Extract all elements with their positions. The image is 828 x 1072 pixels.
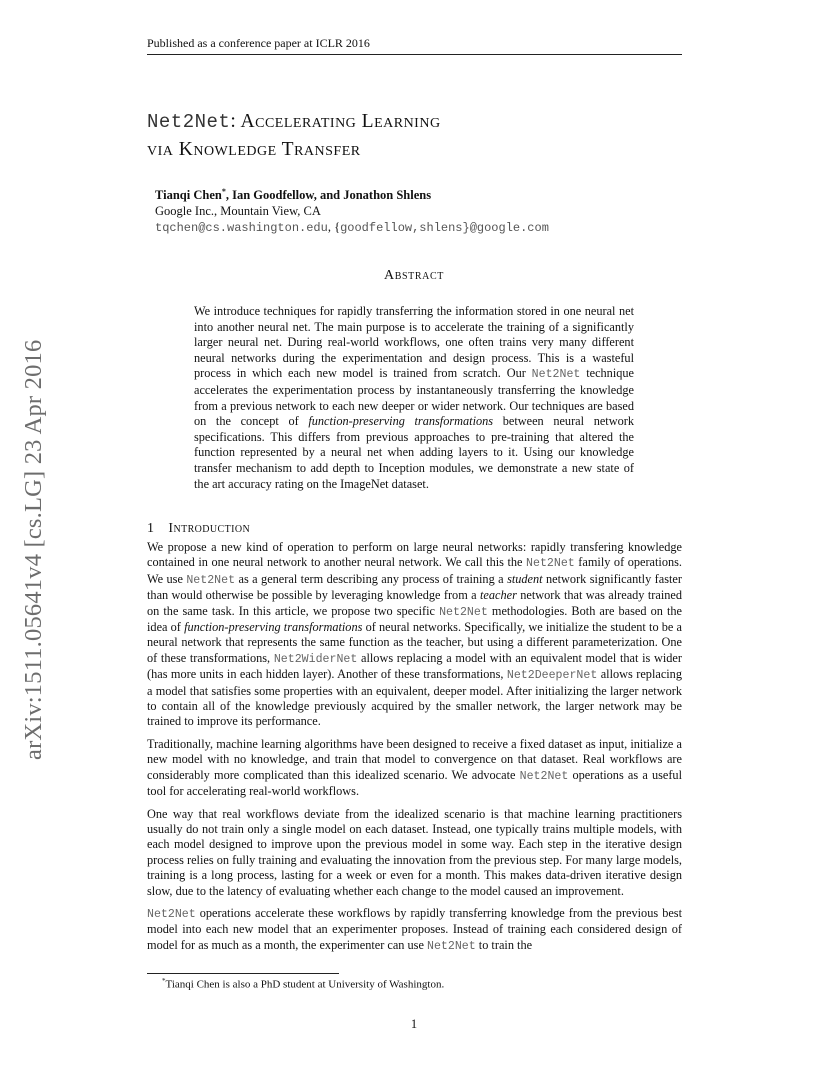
paper-title <box>147 108 687 163</box>
text: allows replacing a model that satisfies some properties with an equivalent, deeper model. After initializing the larger network to contain all of the knowledge previously acquired by the smaller network, the larger network may be trained to improve its performance. <box>147 667 682 729</box>
code: Net2WiderNet <box>273 652 358 666</box>
author-block <box>155 184 549 236</box>
page-number: 1 <box>410 1017 418 1031</box>
footnote-rule <box>147 973 339 974</box>
author-rest: , Ian Goodfellow, and Jonathon Shlens <box>225 188 432 203</box>
footnote-mark: * <box>162 977 166 985</box>
intro-body <box>147 540 682 961</box>
arxiv-side-stamp: arXiv:1511.05641v4 [cs.LG] 23 Apr 2016 <box>20 339 47 760</box>
intro-paragraph-4 <box>147 906 682 954</box>
emphasis: function-preserving transformations <box>184 620 363 635</box>
email-2[interactable]: goodfellow,shlens <box>340 221 463 236</box>
text: family of operations. We use <box>147 555 682 586</box>
emails <box>155 219 549 236</box>
footnote-text: Tianqi Chen is also a PhD student at University of Washington. <box>165 978 445 991</box>
abstract-text-1: We introduce techniques for rapidly transferring the information stored in one neural net into another neural net. The main purpose is to accelerate the training of a significantly larger neural net. During real-world workflows, one often trains very many different neural networks during the experimentation and design process. This is a wasteful process in which each new model is trained from scratch. Our <box>194 304 634 381</box>
text: to train the <box>475 937 533 952</box>
section-title: Introduction <box>168 521 251 536</box>
affiliation: Google Inc., Mountain View, CA <box>155 204 321 219</box>
code: Net2Net <box>526 557 575 571</box>
abstract-heading: Abstract <box>384 268 444 283</box>
intro-paragraph-3: One way that real workflows deviate from the idealized scenario is that machine learning practitioners usually do not train only a single model on each dataset. Instead, one typically trains multiple models, with each model designed to improve upon the previous model in some way. Each step in the iterative design process relies on fully training and evaluating the innovation from the previous step. For many large models, training is a long process, lasting for a week or even for a month. This makes data-driven iterative design slow, due to the latency of evaluating whether each change to the model caused an improvement. <box>147 806 682 898</box>
author-first: Tianqi Chen <box>155 188 222 203</box>
emphasis: student <box>507 571 543 586</box>
title-code: Net2Net <box>147 111 231 133</box>
section-heading <box>147 521 250 537</box>
text: operations as a useful tool for accelerating real-world workflows. <box>147 767 683 799</box>
code: Net2Net <box>519 769 569 783</box>
section-number: 1 <box>147 521 155 536</box>
abstract-text-2: technique accelerates the experimentation process by instantaneously transferring the knowledge from a previous network to each new deeper or wider network. Our techniques are based on the concept of <box>194 366 634 429</box>
abstract-text-3: between neural network specifications. This differs from previous approaches to pre-training that altered the function represented by a neural net when adding layers to it. Using our knowledge transfer mechanism to add depth to Inception modules, we demonstrate a new state of the art accuracy rating on the ImageNet dataset. <box>194 414 634 491</box>
code: Net2Net <box>427 939 476 953</box>
text: We propose a new kind of operation to perform on large neural networks: rapidly transfering knowledge contained in one neural network to another neural network. We call this the <box>147 540 682 570</box>
code: Net2DeeperNet <box>506 669 598 683</box>
text: network that was already trained on the same task. In this article, we propose two specific <box>147 588 682 618</box>
code: Net2Net <box>147 907 196 921</box>
text: allows replacing a model with an equivalent model that is wider (has more units in each hidden layer). Another of these transformations, <box>147 650 682 682</box>
text: methodologies. Both are based on the idea of <box>147 603 682 635</box>
email-sep: , { <box>327 220 341 235</box>
code: Net2Net <box>439 605 488 619</box>
title-line2: via Knowledge Transfer <box>147 139 361 160</box>
abstract-code: Net2Net <box>531 368 581 382</box>
emphasis: teacher <box>480 588 517 603</box>
abstract-body <box>194 304 634 492</box>
abstract-emphasis: function-preserving transformations <box>308 414 494 429</box>
footnote <box>162 977 444 991</box>
author-names <box>155 184 549 203</box>
intro-paragraph-2 <box>147 737 682 800</box>
intro-paragraph-1 <box>147 540 682 730</box>
author-footnote-mark: * <box>221 187 226 196</box>
text: Traditionally, machine learning algorithms have been designed to receive a fixed dataset as input, initialize a new model with no knowledge, and train that model to convergence on that dataset. Real workflows are considerably more complicated than this idealized scenario. We advocate <box>147 736 682 782</box>
text: network significantly faster than would otherwise be possible by leveraging knowledge from a <box>147 571 682 603</box>
email-1[interactable]: tqchen@cs.washington.edu <box>155 221 328 236</box>
code: Net2Net <box>186 573 236 587</box>
text: of neural networks. Specifically, we initialize the student to be a neural network that represents the same function as the teacher, but using a different parameterization. One of these transformations, <box>147 620 683 665</box>
text: operations accelerate these workflows by rapidly transferring knowledge from the previous best model into each new model that an experimenter proposes. Instead of training each considered design of model for as much as a month, the experimenter can use <box>147 905 682 952</box>
text: as a general term describing any process of training a <box>235 571 508 586</box>
running-head: Published as a conference paper at ICLR 2016 <box>147 36 682 55</box>
title-line1: : Accelerating Learning <box>230 111 441 132</box>
email-3[interactable]: }@google.com <box>462 221 549 236</box>
